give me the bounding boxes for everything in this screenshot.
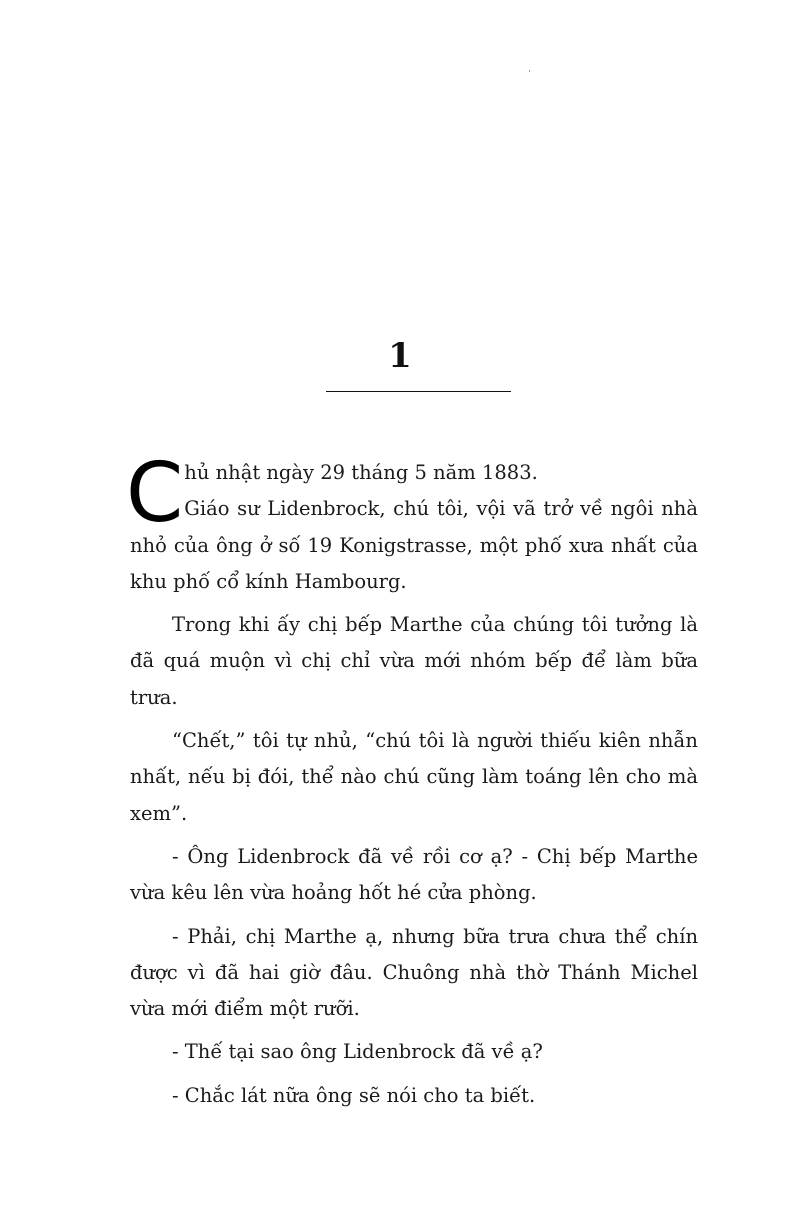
chapter-divider [326, 391, 511, 392]
paragraph: Trong khi ấy chị bếp Marthe của chúng tôi tưởng là đã quá muộn vì chị chỉ vừa mới nhóm bếp để làm bữa trưa. [130, 613, 698, 709]
drop-cap: C [126, 446, 184, 541]
paragraph-opening [126, 446, 698, 600]
scan-speck [529, 70, 530, 72]
paragraph: “Chết,” tôi tự nhủ, “chú tôi là người thiếu kiên nhẫn nhất, nếu bị đói, thể nào chú cũng làm toáng lên cho mà xem”. [130, 729, 698, 825]
paragraph: - Chắc lát nữa ông sẽ nói cho ta biết. [172, 1083, 536, 1107]
opening-rest: Giáo sư Lidenbrock, chú tôi, vội vã trở về ngôi nhà nhỏ của ông ở số 19 Konigstrasse, một phố xưa nhất của khu phố cổ kính Hambourg. [130, 497, 698, 593]
paragraph: - Phải, chị Marthe ạ, nhưng bữa trưa chưa thể chín được vì đã hai giờ đâu. Chuông nhà thờ Thánh Michel vừa mới điểm một rưỡi. [130, 924, 698, 1021]
chapter-number: 1 [388, 336, 412, 376]
opening-line: hủ nhật ngày 29 tháng 5 năm 1883. [184, 461, 538, 484]
paragraph: - Thế tại sao ông Lidenbrock đã về ạ? [172, 1040, 543, 1064]
paragraph: - Ông Lidenbrock đã về rồi cơ ạ? - Chị bếp Marthe vừa kêu lên vừa hoảng hốt hé cửa phòng. [130, 844, 698, 905]
chapter-body [126, 446, 698, 1121]
